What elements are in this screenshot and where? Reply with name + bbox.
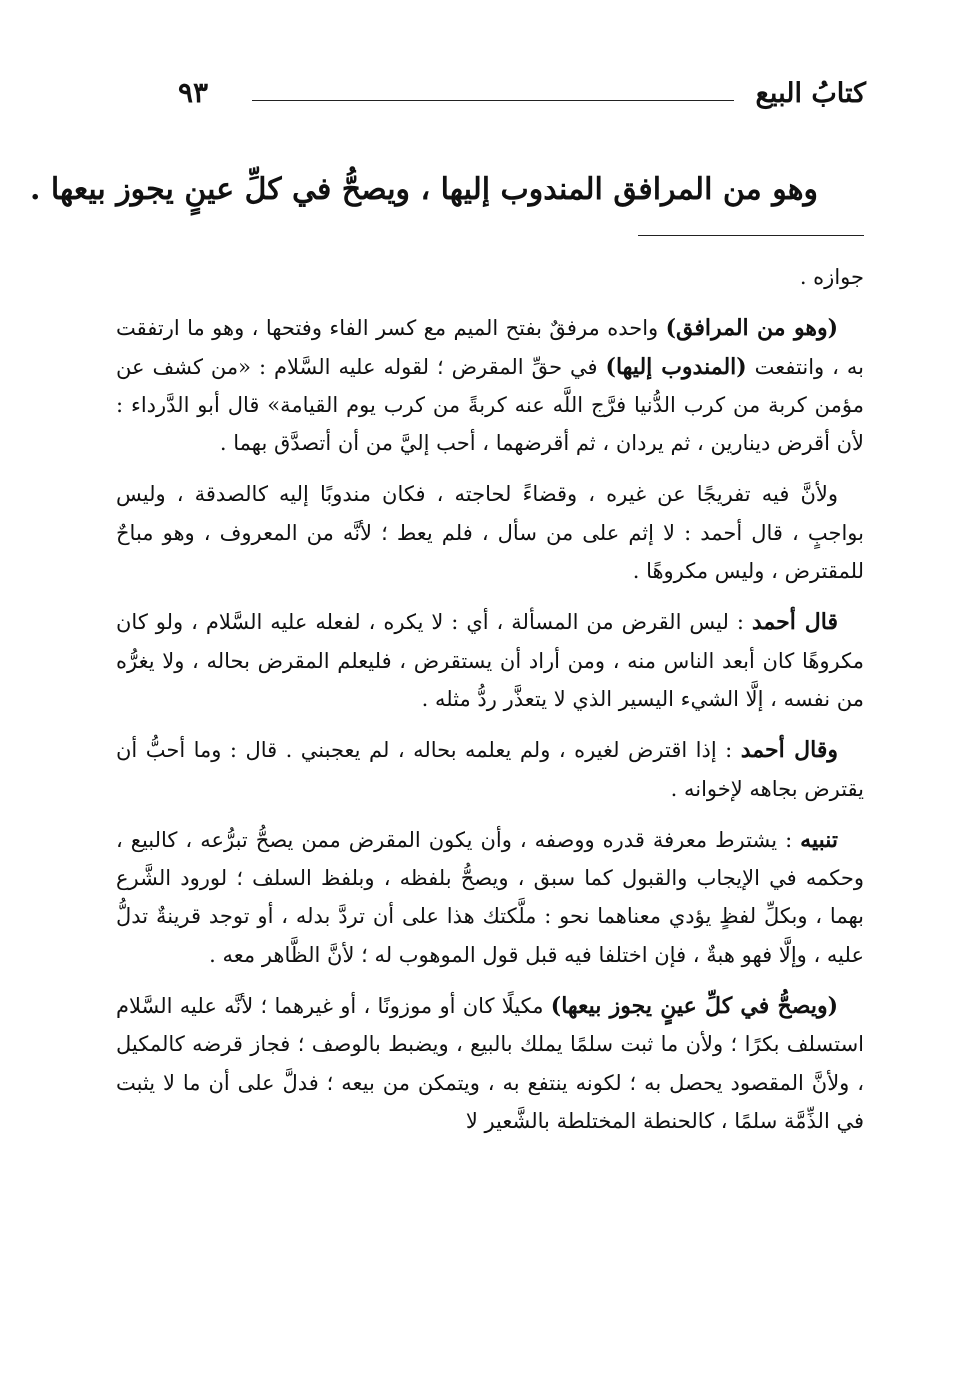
paragraph-text: واحده مرفقٌ بفتح الميم مع كسر الفاء وفتحها ، وهو ما ارتفقت به ، وانتفعت — [116, 316, 864, 379]
paragraph-4 — [116, 731, 864, 808]
paragraph-text: مكيلًا كان أو موزونًا ، أو غيرهما ؛ لأنَّه عليه السَّلام استسلف بكرًا ؛ ولأن ما ثبت سلمًا يملك بالبيع ، ويضبط بالوصف ؛ فجاز قرضه كالمكيل ، ولأنَّ المقصود يحصل به ؛ لكونه ينتفع به ، ويتمكن من بيعه ؛ فدلَّ على أن ما لا يثبت في الذِّمَّة سلمًا ، كالحنطة المختلطة بالشَّعير لا — [116, 994, 864, 1133]
keyword: قال أحمد — [751, 609, 838, 636]
running-title: كتابُ البيع — [755, 78, 866, 109]
page-number: ٩٣ — [178, 76, 209, 109]
matn-quote: (ويصحُّ في كلِّ عينٍ يجوز بيعها) — [550, 993, 838, 1020]
paragraph-text: : يشترط معرفة قدره ووصفه ، وأن يكون المقرض ممن يصحُّ تبرُّعه ، كالبيع ، وحكمه في الإيجاب والقبول كما سبق ، ويصحُّ بلفظه ، وبلفظ السلف ؛ لورود الشَّرع بهما ، وبكلِّ لفظٍ يؤدي معناهما نحو : ملَّكتك هذا على أن تردَّ بدله ، أو توجد قرينةٌ تدلُّ عليه ، وإلَّا فهو هبةٌ ، فإن اختلفا فيه قبل قول الموهوب له ؛ لأنَّ الظَّاهر معه . — [116, 827, 864, 967]
commentary — [116, 258, 864, 1153]
paragraph-text: : إذا اقترض لغيره ، ولم يعلمه بحاله ، لم يعجبني . قال : وما أحبُّ أن يقترض بجاهه لإخوانه . — [116, 738, 864, 801]
keyword: وقال أحمد — [740, 737, 838, 764]
paragraph-text: ولأنَّ فيه تفريجًا عن غيره ، وقضاءً لحاجته ، فكان مندوبًا إليه كالصدقة ، وليس بواجبٍ ، قال أحمد : لا إثم على من سأل ، فلم يعط ؛ لأنَّه من المعروف ، وهو مباحٌ للمقترض ، وليس مكروهًا . — [116, 482, 864, 584]
paragraph-continuation — [116, 258, 864, 296]
paragraph-2 — [116, 475, 864, 590]
paragraph-text: في حقِّ المقرض ؛ لقوله عليه السَّلام : «من كشف عن مؤمن كربة من كرب الدُّنيا فرَّج اللَّه عنه كربةً من كرب يوم القيامة» قال أبو الدَّرداء : لأن أقرض دينارين ، ثم يردان ، ثم أقرضهما ، أحب إليَّ من أن أتصدَّق بهما . — [116, 354, 864, 456]
paragraph-6 — [116, 987, 864, 1140]
footnote-separator — [638, 235, 864, 236]
header-rule — [252, 100, 734, 101]
paragraph-text: جوازه . — [799, 265, 864, 289]
paragraph-3 — [116, 603, 864, 718]
paragraph-text: : ليس القرض من المسألة ، أي : لا يكره ، لفعله عليه السَّلام ، ولو كان مكروهًا كان أبعد الناس منه ، ومن أراد أن يستقرض ، فليعلم المقرض بحاله ، ولا يغرُّه من نفسه ، إلَّا الشيء اليسير الذي لا يتعذَّر ردُّ مثله . — [116, 610, 864, 711]
paragraph-5 — [116, 821, 864, 974]
paragraph-1 — [116, 309, 864, 462]
matn-quote: (وهو من المرافق) — [665, 315, 838, 342]
keyword: تنبيه — [800, 826, 838, 853]
matn-quote: (المندوب إليها) — [605, 353, 747, 380]
matn-text: وهو من المرافق المندوب إليها ، ويصحُّ في كلِّ عينٍ يجوز بيعها . — [30, 172, 818, 207]
